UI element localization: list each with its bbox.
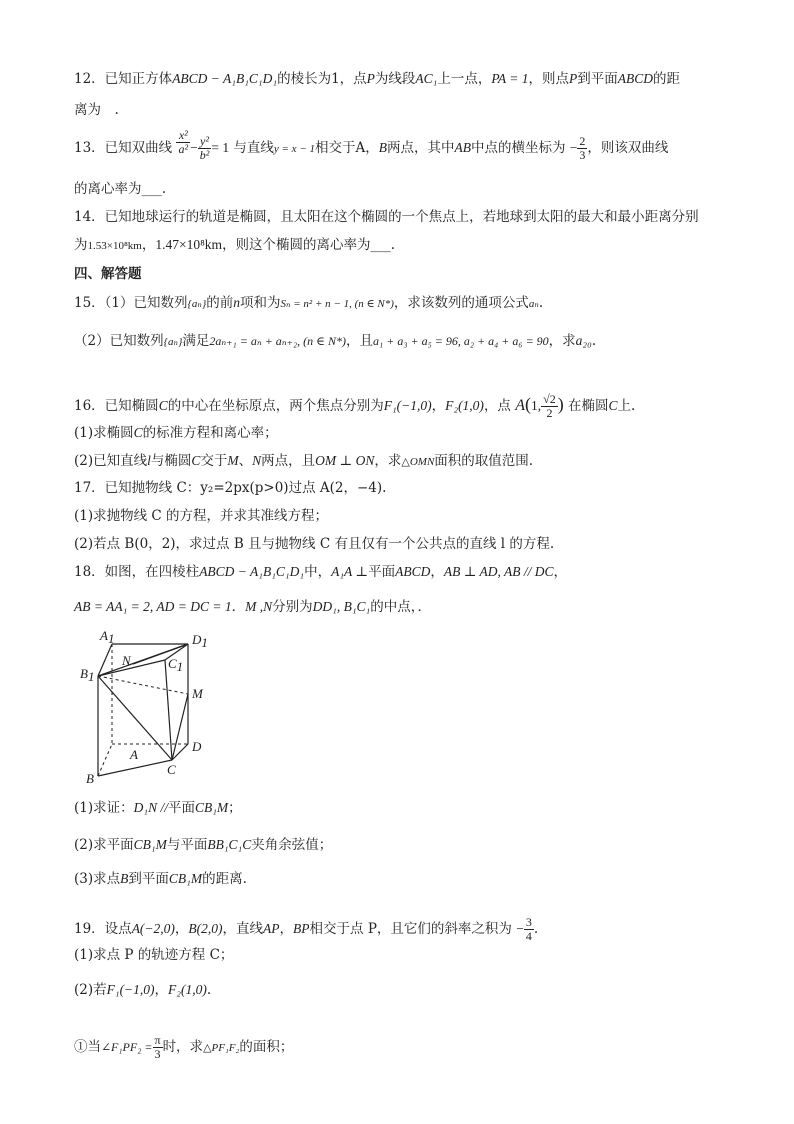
- label-D: D: [192, 739, 202, 754]
- edge-bc: [98, 760, 172, 776]
- midpoint-fraction: $\frac{2}{3}$: [579, 134, 586, 162]
- q17-line-1: 17．已知抛物线 C：y₂=2px(p>0)过点 A(2，−4).: [74, 480, 387, 496]
- q18-sub-2: (2)求平面CB₁M与平面BB₁C₁C夹角余弦值；: [74, 837, 333, 853]
- hyperbola-x-fraction: $\frac{\text{x²}}{\text{a²}}$: [178, 128, 189, 156]
- q13-line-2: 的离心率为___.: [74, 181, 167, 197]
- q18-sub-3: (3)求点B到平面CB₁M的距离.: [74, 871, 247, 887]
- edge-b1c1: [98, 660, 165, 676]
- q19-sub-2: (2)若F₁(−1,0)，F₂(1,0).: [74, 982, 212, 998]
- slope-product-fraction: $\frac{3}{4}$: [525, 915, 532, 943]
- q16-line-1: 16．已知椭圆C的中心在坐标原点，两个焦点分别为F₁(−1,0)，F₂(1,0)，点 A(1, $\frac{√2}{2}$ ) 在椭圆C上.: [74, 392, 636, 420]
- q16-sub-1: (1)求椭圆C的标准方程和离心率；: [74, 425, 278, 441]
- label-A: A: [130, 747, 138, 762]
- q14-line-1: 14．已知地球运行的轨道是椭圆，且太阳在这个椭圆的一个焦点上，若地球到太阳的最大和最小距离分别: [74, 209, 699, 225]
- q15-part-2: （2）已知数列{aₙ}满足2aₙ₊₁ = aₙ + aₙ₊₂, (n ∈ N*)，且a₁ + a₃ + a₅ = 96, a₂ + a₄ + a₆ = 90，求a₂₀.: [74, 333, 597, 349]
- hyperbola-y-fraction: $\frac{\text{y²}}{\text{b²}}$: [199, 134, 210, 162]
- label-B1: B1: [80, 666, 95, 684]
- point-a-fraction: $\frac{√2}{2}$: [543, 392, 556, 420]
- label-N: N: [122, 653, 131, 668]
- q17-sub-1: (1)求抛物线 C 的方程，并求其准线方程；: [74, 508, 329, 524]
- q19-line-1: 19．设点A(−2,0)，B(2,0)，直线AP，BP相交于点 P，且它们的斜率之积为 − $\frac{3}{4}$ .: [74, 915, 539, 943]
- edge-cc1: [165, 660, 172, 760]
- q12-line-1: 12．已知正方体ABCD − A₁B₁C₁D₁的棱长为1，点P为线段AC₁上一点，PA = 1，则点P到平面ABCD的距: [74, 71, 680, 87]
- q12-line-2: 离为 .: [74, 102, 119, 118]
- label-B: B: [86, 771, 94, 786]
- q18-sub-1: (1)求证：D₁N //平面CB₁M；: [74, 800, 242, 816]
- q18-line-1: 18．如图，在四棱柱ABCD − A₁B₁C₁D₁中，A₁A ⊥平面ABCD，AB ⊥ AD, AB // DC，: [74, 564, 568, 580]
- prism-figure: [80, 626, 220, 786]
- q19-sub-2-case-1: ①当∠F₁PF₂ = $\frac{\pi}{3}$ 时，求△PF₁F₂的面积；: [74, 1033, 294, 1061]
- q18-line-2: AB = AA₁ = 2, AD = DC = 1．M ,N分别为DD₁, B₁C₁的中点，．: [74, 599, 431, 615]
- edge-ab-hidden: [98, 744, 112, 776]
- q19-sub-1: (1)求点 P 的轨迹方程 C；: [74, 947, 234, 963]
- segment-cm: [172, 694, 188, 760]
- angle-fraction: $\frac{\pi}{3}$: [154, 1033, 161, 1061]
- q15-part-1: 15．（1）已知数列{aₙ}的前n项和为Sₙ = n² + n − 1, (n ∈ N*)，求该数列的通项公式aₙ.: [74, 295, 544, 311]
- q16-sub-2: (2)已知直线l与椭圆C交于M、N两点，且OM ⊥ ON，求△OMN面积的取值范围.: [74, 453, 534, 469]
- label-C1: C1: [168, 656, 184, 674]
- label-D1: D1: [192, 632, 208, 650]
- label-M: M: [192, 686, 203, 701]
- q17-sub-2: (2)若点 B(0，2)，求过点 B 且与抛物线 C 有且仅有一个公共点的直线 l 的方程.: [74, 536, 555, 552]
- section-heading: 四、解答题: [74, 266, 142, 282]
- label-C: C: [167, 762, 176, 777]
- label-A1: A1: [100, 628, 115, 646]
- q14-line-2: 为1.53×10⁸km，1.47×10⁸km，则这个椭圆的离心率为___.: [74, 237, 396, 253]
- q13-line-1: 13．已知双曲线 $\frac{\text{x²}}{\text{a²}}$ − $\frac{\text{y²}}{\text{b²}}$ = 1 与直线y = x − 1相交于A，B两点，其中AB中点的横坐标为 − $\frac{2}{3}$ ，则该双曲线: [74, 128, 669, 162]
